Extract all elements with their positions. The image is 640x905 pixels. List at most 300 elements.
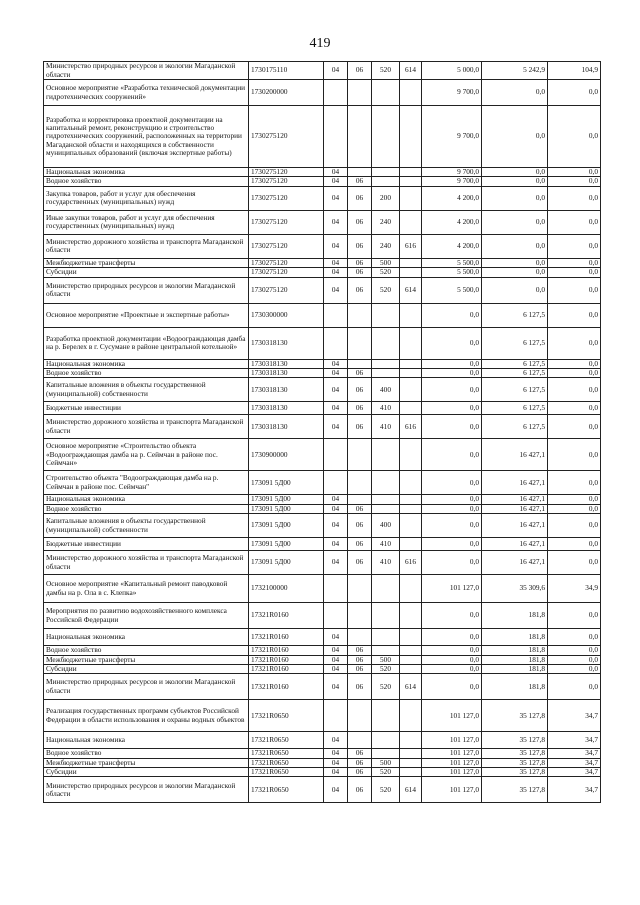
row-percent: 0,0 xyxy=(548,378,601,402)
row-section: 04 xyxy=(324,551,348,575)
row-code: 17321R0160 xyxy=(249,629,324,646)
row-plan-amount: 0,0 xyxy=(422,646,482,655)
row-executed-amount: 35 127,8 xyxy=(482,732,548,749)
row-section xyxy=(324,575,348,603)
table-row xyxy=(44,514,601,538)
row-executed-amount: 6 127,5 xyxy=(482,359,548,368)
row-section: 04 xyxy=(324,629,348,646)
row-percent: 0,0 xyxy=(548,551,601,575)
row-section: 04 xyxy=(324,664,348,673)
row-name: Министерство природных ресурсов и экологии Магаданской области xyxy=(44,277,249,303)
row-executed-amount: 181,8 xyxy=(482,629,548,646)
row-plan-amount: 0,0 xyxy=(422,471,482,495)
row-code: 1730318130 xyxy=(249,378,324,402)
row-plan-amount: 0,0 xyxy=(422,359,482,368)
row-subsection: 06 xyxy=(348,277,372,303)
row-executed-amount: 6 127,5 xyxy=(482,415,548,439)
row-executed-amount: 0,0 xyxy=(482,234,548,258)
row-expense-type xyxy=(372,646,400,655)
row-percent: 0,0 xyxy=(548,504,601,513)
row-grbs-code xyxy=(400,768,422,777)
row-percent: 34,7 xyxy=(548,700,601,732)
row-percent: 104,9 xyxy=(548,62,601,80)
row-plan-amount: 9 700,0 xyxy=(422,168,482,177)
table-row xyxy=(44,575,601,603)
row-name: Субсидии xyxy=(44,768,249,777)
row-executed-amount: 0,0 xyxy=(482,177,548,186)
table-row xyxy=(44,749,601,758)
row-section: 04 xyxy=(324,646,348,655)
row-expense-type: 400 xyxy=(372,378,400,402)
row-name: Мероприятия по развитию водохозяйственного комплекса Российской Федерации xyxy=(44,603,249,629)
row-percent: 34,7 xyxy=(548,749,601,758)
row-grbs-code xyxy=(400,439,422,471)
row-executed-amount: 181,8 xyxy=(482,655,548,664)
row-name: Национальная экономика xyxy=(44,359,249,368)
row-expense-type: 240 xyxy=(372,234,400,258)
row-subsection: 06 xyxy=(348,186,372,210)
row-subsection: 06 xyxy=(348,777,372,803)
row-executed-amount: 0,0 xyxy=(482,106,548,168)
row-executed-amount: 35 309,6 xyxy=(482,575,548,603)
row-name: Основное мероприятие «Проектные и экспертные работы» xyxy=(44,303,249,327)
row-section: 04 xyxy=(324,258,348,267)
row-subsection xyxy=(348,303,372,327)
row-grbs-code xyxy=(400,495,422,504)
row-grbs-code: 616 xyxy=(400,234,422,258)
row-code: 1730318130 xyxy=(249,359,324,368)
row-section: 04 xyxy=(324,514,348,538)
row-expense-type xyxy=(372,603,400,629)
row-percent: 0,0 xyxy=(548,439,601,471)
row-code: 17321R0160 xyxy=(249,603,324,629)
row-subsection: 06 xyxy=(348,177,372,186)
row-name: Национальная экономика xyxy=(44,629,249,646)
row-grbs-code xyxy=(400,210,422,234)
budget-table xyxy=(43,61,601,803)
row-plan-amount: 0,0 xyxy=(422,655,482,664)
row-grbs-code xyxy=(400,655,422,664)
row-code: 1730275120 xyxy=(249,234,324,258)
row-executed-amount: 0,0 xyxy=(482,258,548,267)
row-subsection xyxy=(348,575,372,603)
row-section: 04 xyxy=(324,359,348,368)
row-section: 04 xyxy=(324,368,348,377)
row-section: 04 xyxy=(324,749,348,758)
row-percent: 0,0 xyxy=(548,177,601,186)
table-row xyxy=(44,80,601,106)
row-subsection xyxy=(348,359,372,368)
row-expense-type xyxy=(372,177,400,186)
row-executed-amount: 16 427,1 xyxy=(482,514,548,538)
table-row xyxy=(44,655,601,664)
row-plan-amount: 0,0 xyxy=(422,495,482,504)
row-plan-amount: 0,0 xyxy=(422,504,482,513)
row-grbs-code xyxy=(400,700,422,732)
row-code: 17321R0160 xyxy=(249,646,324,655)
row-subsection: 06 xyxy=(348,234,372,258)
row-grbs-code xyxy=(400,303,422,327)
row-name: Водное хозяйство xyxy=(44,646,249,655)
row-executed-amount: 35 127,8 xyxy=(482,700,548,732)
row-expense-type: 410 xyxy=(372,402,400,415)
row-percent: 0,0 xyxy=(548,655,601,664)
row-name: Межбюджетные трансферты xyxy=(44,758,249,767)
row-expense-type xyxy=(372,471,400,495)
row-grbs-code xyxy=(400,504,422,513)
row-expense-type xyxy=(372,749,400,758)
row-plan-amount: 4 200,0 xyxy=(422,186,482,210)
row-subsection: 06 xyxy=(348,62,372,80)
row-section: 04 xyxy=(324,186,348,210)
row-subsection xyxy=(348,629,372,646)
table-row xyxy=(44,177,601,186)
row-subsection xyxy=(348,439,372,471)
row-code: 17321R0650 xyxy=(249,749,324,758)
row-percent: 0,0 xyxy=(548,168,601,177)
row-grbs-code xyxy=(400,368,422,377)
row-name: Водное хозяйство xyxy=(44,368,249,377)
row-executed-amount: 181,8 xyxy=(482,664,548,673)
row-subsection xyxy=(348,603,372,629)
row-name: Министерство дорожного хозяйства и транспорта Магаданской области xyxy=(44,234,249,258)
row-code: 173091 5Д00 xyxy=(249,514,324,538)
row-percent: 0,0 xyxy=(548,106,601,168)
table-row xyxy=(44,378,601,402)
row-plan-amount: 0,0 xyxy=(422,368,482,377)
row-plan-amount: 0,0 xyxy=(422,415,482,439)
row-code: 17321R0650 xyxy=(249,768,324,777)
row-percent: 0,0 xyxy=(548,368,601,377)
row-expense-type xyxy=(372,575,400,603)
row-section: 04 xyxy=(324,62,348,80)
table-row xyxy=(44,471,601,495)
row-code: 173091 5Д00 xyxy=(249,471,324,495)
table-row xyxy=(44,646,601,655)
row-section: 04 xyxy=(324,777,348,803)
row-expense-type: 520 xyxy=(372,674,400,700)
row-name: Национальная экономика xyxy=(44,495,249,504)
row-code: 1730318130 xyxy=(249,402,324,415)
row-name: Водное хозяйство xyxy=(44,749,249,758)
row-grbs-code xyxy=(400,402,422,415)
table-row xyxy=(44,234,601,258)
row-grbs-code: 616 xyxy=(400,415,422,439)
row-executed-amount: 0,0 xyxy=(482,268,548,277)
row-percent: 0,0 xyxy=(548,186,601,210)
row-percent: 0,0 xyxy=(548,210,601,234)
row-expense-type: 410 xyxy=(372,551,400,575)
row-percent: 0,0 xyxy=(548,629,601,646)
row-plan-amount: 5 500,0 xyxy=(422,258,482,267)
table-row xyxy=(44,303,601,327)
row-code: 1730275120 xyxy=(249,277,324,303)
row-subsection: 06 xyxy=(348,402,372,415)
row-percent: 0,0 xyxy=(548,674,601,700)
row-name: Строительство объекта "Водоограждающая дамба на р. Сеймчан в районе пос. Сеймчан" xyxy=(44,471,249,495)
row-expense-type: 410 xyxy=(372,538,400,551)
row-plan-amount: 4 200,0 xyxy=(422,210,482,234)
row-name: Бюджетные инвестиции xyxy=(44,538,249,551)
table-row xyxy=(44,603,601,629)
row-section: 04 xyxy=(324,758,348,767)
row-subsection xyxy=(348,700,372,732)
row-percent: 0,0 xyxy=(548,471,601,495)
row-name: Основное мероприятие «Строительство объекта «Водоограждающая дамба на р. Сеймчан в районе пос. Сеймчан» xyxy=(44,439,249,471)
row-grbs-code xyxy=(400,603,422,629)
row-plan-amount: 0,0 xyxy=(422,303,482,327)
row-code: 1732100000 xyxy=(249,575,324,603)
row-name: Водное хозяйство xyxy=(44,504,249,513)
row-percent: 0,0 xyxy=(548,234,601,258)
row-executed-amount: 0,0 xyxy=(482,186,548,210)
row-grbs-code xyxy=(400,664,422,673)
row-subsection: 06 xyxy=(348,551,372,575)
row-code: 1730275120 xyxy=(249,177,324,186)
table-row xyxy=(44,664,601,673)
row-name: Национальная экономика xyxy=(44,732,249,749)
row-expense-type xyxy=(372,495,400,504)
row-name: Министерство дорожного хозяйства и транспорта Магаданской области xyxy=(44,551,249,575)
row-section: 04 xyxy=(324,504,348,513)
row-section: 04 xyxy=(324,378,348,402)
row-plan-amount: 9 700,0 xyxy=(422,106,482,168)
row-subsection xyxy=(348,495,372,504)
row-percent: 0,0 xyxy=(548,359,601,368)
row-plan-amount: 0,0 xyxy=(422,603,482,629)
row-expense-type xyxy=(372,303,400,327)
table-row xyxy=(44,258,601,267)
row-executed-amount: 16 427,1 xyxy=(482,538,548,551)
row-section: 04 xyxy=(324,177,348,186)
row-section: 04 xyxy=(324,168,348,177)
row-percent: 0,0 xyxy=(548,277,601,303)
row-expense-type xyxy=(372,106,400,168)
row-expense-type: 520 xyxy=(372,268,400,277)
row-expense-type: 400 xyxy=(372,514,400,538)
row-plan-amount: 101 127,0 xyxy=(422,758,482,767)
table-row xyxy=(44,758,601,767)
row-plan-amount: 5 000,0 xyxy=(422,62,482,80)
row-subsection: 06 xyxy=(348,378,372,402)
row-grbs-code xyxy=(400,749,422,758)
row-section xyxy=(324,471,348,495)
row-executed-amount: 6 127,5 xyxy=(482,378,548,402)
table-row xyxy=(44,359,601,368)
row-name: Иные закупки товаров, работ и услуг для обеспечения государственных (муниципальных) нужд xyxy=(44,210,249,234)
row-percent: 0,0 xyxy=(548,258,601,267)
row-subsection: 06 xyxy=(348,646,372,655)
row-expense-type xyxy=(372,629,400,646)
row-name: Водное хозяйство xyxy=(44,177,249,186)
row-plan-amount: 5 500,0 xyxy=(422,277,482,303)
row-grbs-code xyxy=(400,538,422,551)
row-plan-amount: 0,0 xyxy=(422,514,482,538)
row-code: 173091 5Д00 xyxy=(249,504,324,513)
row-expense-type: 500 xyxy=(372,655,400,664)
row-section xyxy=(324,327,348,359)
row-subsection: 06 xyxy=(348,749,372,758)
row-section: 04 xyxy=(324,210,348,234)
row-name: Национальная экономика xyxy=(44,168,249,177)
row-executed-amount: 16 427,1 xyxy=(482,439,548,471)
table-row xyxy=(44,768,601,777)
row-section: 04 xyxy=(324,415,348,439)
row-plan-amount: 101 127,0 xyxy=(422,732,482,749)
row-code: 1730175110 xyxy=(249,62,324,80)
row-expense-type: 520 xyxy=(372,768,400,777)
row-executed-amount: 181,8 xyxy=(482,674,548,700)
row-grbs-code xyxy=(400,732,422,749)
table-row xyxy=(44,168,601,177)
row-percent: 0,0 xyxy=(548,268,601,277)
row-executed-amount: 6 127,5 xyxy=(482,327,548,359)
row-executed-amount: 0,0 xyxy=(482,210,548,234)
row-percent: 34,7 xyxy=(548,758,601,767)
row-subsection xyxy=(348,732,372,749)
row-expense-type xyxy=(372,359,400,368)
table-row xyxy=(44,210,601,234)
row-subsection: 06 xyxy=(348,674,372,700)
table-row xyxy=(44,700,601,732)
row-subsection: 06 xyxy=(348,538,372,551)
table-row xyxy=(44,551,601,575)
row-subsection: 06 xyxy=(348,268,372,277)
row-code: 17321R0650 xyxy=(249,777,324,803)
row-grbs-code xyxy=(400,258,422,267)
row-name: Министерство природных ресурсов и экологии Магаданской области xyxy=(44,62,249,80)
row-expense-type xyxy=(372,504,400,513)
row-code: 1730900000 xyxy=(249,439,324,471)
row-executed-amount: 16 427,1 xyxy=(482,551,548,575)
row-code: 1730300000 xyxy=(249,303,324,327)
row-expense-type xyxy=(372,327,400,359)
row-name: Разработка проектной документации «Водоограждающая дамба на р. Берелех в г. Сусумане в районе центральной котельной» xyxy=(44,327,249,359)
row-subsection xyxy=(348,168,372,177)
table-row xyxy=(44,674,601,700)
row-expense-type xyxy=(372,80,400,106)
row-expense-type xyxy=(372,439,400,471)
row-name: Субсидии xyxy=(44,268,249,277)
row-plan-amount: 0,0 xyxy=(422,327,482,359)
row-grbs-code xyxy=(400,575,422,603)
row-expense-type: 520 xyxy=(372,62,400,80)
row-name: Основное мероприятие «Капитальный ремонт паводковой дамбы на р. Ола в с. Клепка» xyxy=(44,575,249,603)
row-percent: 0,0 xyxy=(548,80,601,106)
row-subsection: 06 xyxy=(348,368,372,377)
row-executed-amount: 16 427,1 xyxy=(482,495,548,504)
row-section xyxy=(324,80,348,106)
row-code: 17321R0650 xyxy=(249,732,324,749)
row-plan-amount: 0,0 xyxy=(422,551,482,575)
row-code: 1730275120 xyxy=(249,268,324,277)
row-executed-amount: 0,0 xyxy=(482,168,548,177)
row-expense-type: 240 xyxy=(372,210,400,234)
row-executed-amount: 0,0 xyxy=(482,277,548,303)
row-plan-amount: 0,0 xyxy=(422,674,482,700)
row-code: 1730200000 xyxy=(249,80,324,106)
row-subsection: 06 xyxy=(348,415,372,439)
row-percent: 0,0 xyxy=(548,646,601,655)
row-executed-amount: 6 127,5 xyxy=(482,368,548,377)
row-name: Реализация государственных программ субъектов Российской Федерации в области использования и охраны водных объектов xyxy=(44,700,249,732)
row-section: 04 xyxy=(324,234,348,258)
row-grbs-code xyxy=(400,106,422,168)
row-expense-type: 410 xyxy=(372,415,400,439)
row-executed-amount: 5 242,9 xyxy=(482,62,548,80)
row-section: 04 xyxy=(324,402,348,415)
table-row xyxy=(44,186,601,210)
row-name: Бюджетные инвестиции xyxy=(44,402,249,415)
row-section: 04 xyxy=(324,674,348,700)
row-grbs-code xyxy=(400,629,422,646)
page-number: 419 xyxy=(309,36,331,51)
row-name: Межбюджетные трансферты xyxy=(44,655,249,664)
row-expense-type: 500 xyxy=(372,758,400,767)
row-subsection: 06 xyxy=(348,768,372,777)
row-expense-type: 520 xyxy=(372,277,400,303)
row-section: 04 xyxy=(324,655,348,664)
table-row xyxy=(44,629,601,646)
row-section: 04 xyxy=(324,768,348,777)
row-grbs-code xyxy=(400,378,422,402)
row-expense-type: 520 xyxy=(372,664,400,673)
row-name: Разработка и корректировка проектной документации на капитальный ремонт, реконструкцию и строительство гидротехнических сооружений, расположенных на территории Магаданской области и находящихся в собственности муниципальных образований (включая экспертные работы) xyxy=(44,106,249,168)
table-row xyxy=(44,495,601,504)
row-plan-amount: 5 500,0 xyxy=(422,268,482,277)
row-grbs-code: 614 xyxy=(400,674,422,700)
row-code: 17321R0160 xyxy=(249,655,324,664)
row-plan-amount: 101 127,0 xyxy=(422,768,482,777)
row-percent: 0,0 xyxy=(548,402,601,415)
row-plan-amount: 0,0 xyxy=(422,378,482,402)
row-plan-amount: 4 200,0 xyxy=(422,234,482,258)
table-row xyxy=(44,504,601,513)
row-plan-amount: 101 127,0 xyxy=(422,575,482,603)
row-executed-amount: 0,0 xyxy=(482,80,548,106)
row-name: Министерство природных ресурсов и экологии Магаданской области xyxy=(44,674,249,700)
row-subsection: 06 xyxy=(348,504,372,513)
row-grbs-code xyxy=(400,168,422,177)
row-section xyxy=(324,303,348,327)
row-section: 04 xyxy=(324,495,348,504)
row-code: 1730275120 xyxy=(249,258,324,267)
row-code: 1730318130 xyxy=(249,415,324,439)
row-percent: 0,0 xyxy=(548,303,601,327)
row-code: 1730275120 xyxy=(249,210,324,234)
row-section xyxy=(324,106,348,168)
row-percent: 0,0 xyxy=(548,327,601,359)
row-plan-amount: 0,0 xyxy=(422,538,482,551)
table-row xyxy=(44,777,601,803)
row-percent: 0,0 xyxy=(548,495,601,504)
row-percent: 34,9 xyxy=(548,575,601,603)
row-plan-amount: 101 127,0 xyxy=(422,777,482,803)
row-expense-type xyxy=(372,700,400,732)
row-code: 17321R0160 xyxy=(249,674,324,700)
row-code: 1730318130 xyxy=(249,327,324,359)
row-section: 04 xyxy=(324,277,348,303)
row-name: Капитальные вложения в объекты государственной (муниципальной) собственности xyxy=(44,378,249,402)
row-code: 1730275120 xyxy=(249,168,324,177)
row-plan-amount: 0,0 xyxy=(422,439,482,471)
table-row xyxy=(44,538,601,551)
row-code: 17321R0160 xyxy=(249,664,324,673)
row-percent: 0,0 xyxy=(548,514,601,538)
row-name: Основное мероприятие «Разработка технической документации гидротехнических сооружений» xyxy=(44,80,249,106)
row-executed-amount: 16 427,1 xyxy=(482,471,548,495)
table-row xyxy=(44,402,601,415)
